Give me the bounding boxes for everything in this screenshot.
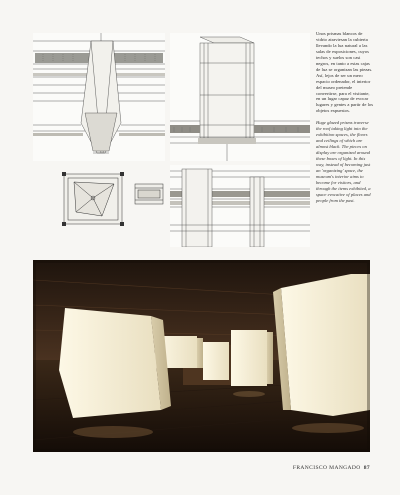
section-drawing-right-art — [170, 33, 310, 161]
interior-photo-art — [33, 260, 370, 452]
body-text-spanish: Unos prismas blancos de vidrio atraviesan la cubierta llevando la luz natural a las salas de exposiciones, cuyos techos y suelos son casi negros, en tanto a estas cajas de luz se organizan las piezas. Así, lejos de ser un mero espacio ordenador, el interior del museo pretende convertirse, para el visitante, en un lugar capaz de evocar lugares y gentes a partir de los objetos expuestos. — [316, 31, 374, 114]
interior-photo — [33, 260, 370, 452]
plan-drawing-art — [62, 172, 124, 226]
section-detail-drawing — [170, 165, 310, 247]
section-drawing-right — [170, 33, 310, 161]
text-column — [316, 31, 374, 204]
section-detail-drawing-art — [170, 165, 310, 247]
section-drawing-left — [33, 33, 165, 161]
elevation-drawing-art — [134, 182, 164, 206]
page-number: 87 — [363, 465, 370, 471]
page-footer — [293, 465, 370, 471]
plan-drawing — [62, 172, 124, 226]
elevation-drawing — [134, 182, 164, 206]
body-text-english: Huge glazed prisms traverse the roof taking light into the exhibition spaces, the floors and ceilings of which are almost black. The pieces on display are organized around these boxes of light. In this way, instead of becoming just an 'organizing' space, the museum's interior aims to become for visitors, and through the items exhibited, a space evocative of places and people from the past. — [316, 120, 371, 203]
footer-author: FRANCISCO MANGADO — [292, 465, 361, 471]
section-drawing-left-art — [33, 33, 165, 161]
